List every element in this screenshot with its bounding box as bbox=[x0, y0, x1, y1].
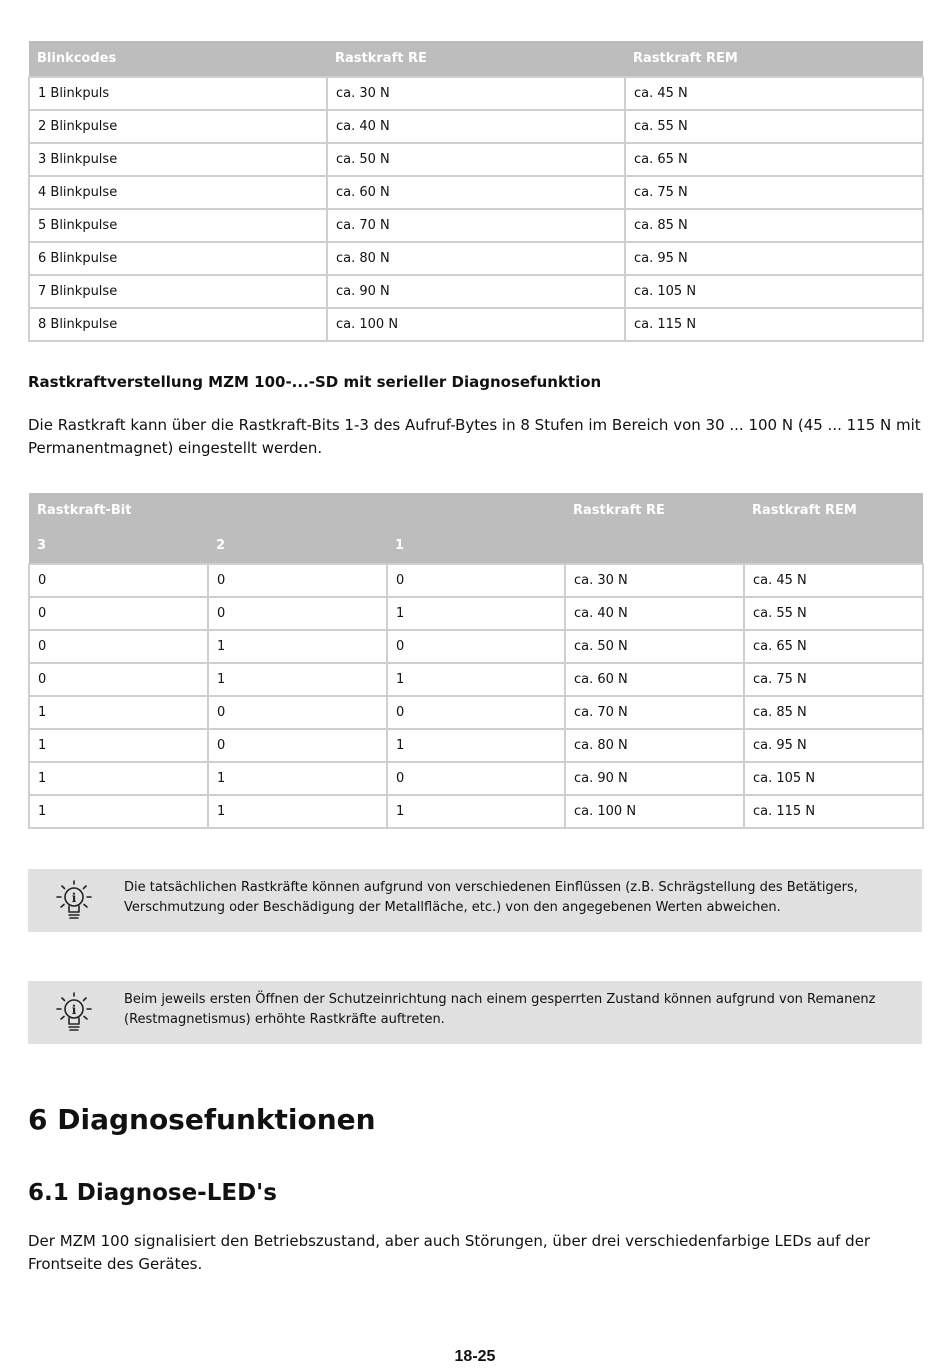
table-cell: ca. 70 N bbox=[327, 209, 625, 242]
table-row bbox=[29, 275, 923, 308]
table-cell: 0 bbox=[208, 597, 387, 630]
table-row bbox=[29, 176, 923, 209]
table-cell: 1 bbox=[29, 762, 208, 795]
table-cell: ca. 40 N bbox=[327, 110, 625, 143]
table-cell: ca. 115 N bbox=[744, 795, 923, 828]
table-cell: ca. 95 N bbox=[625, 242, 923, 275]
table-row bbox=[29, 795, 923, 828]
table-cell: ca. 40 N bbox=[565, 597, 744, 630]
table-row bbox=[29, 663, 923, 696]
note-text: Die tatsächlichen Rastkräfte können aufgrund von verschiedenen Einflüssen (z.B. Schrägstellung des Betätigers, Verschmutzung oder Beschädigung der Metallfläche, etc.) von den angegebenen Werten abweichen. bbox=[124, 880, 858, 915]
table-cell: ca. 80 N bbox=[327, 242, 625, 275]
table-cell: ca. 70 N bbox=[565, 696, 744, 729]
table-cell: ca. 65 N bbox=[744, 630, 923, 663]
table-cell: 0 bbox=[208, 729, 387, 762]
table-cell: 0 bbox=[29, 564, 208, 597]
table-cell: ca. 95 N bbox=[744, 729, 923, 762]
table-row bbox=[29, 729, 923, 762]
table-cell: 1 Blinkpuls bbox=[29, 77, 327, 110]
table-cell: 0 bbox=[387, 630, 565, 663]
table-row bbox=[29, 308, 923, 341]
column-header: Rastkraft REM bbox=[744, 493, 923, 528]
table-cell: 1 bbox=[208, 795, 387, 828]
table-cell: ca. 60 N bbox=[327, 176, 625, 209]
table-cell: 1 bbox=[208, 630, 387, 663]
column-header bbox=[744, 528, 923, 564]
svg-text:i: i bbox=[71, 1003, 77, 1017]
table-cell: 4 Blinkpulse bbox=[29, 176, 327, 209]
table-cell: 1 bbox=[387, 729, 565, 762]
table-cell: ca. 80 N bbox=[565, 729, 744, 762]
table-cell: 0 bbox=[29, 663, 208, 696]
subchapter-heading: 6.1 Diagnose-LED's bbox=[28, 1180, 277, 1206]
note-text: Beim jeweils ersten Öffnen der Schutzeinrichtung nach einem gesperrten Zustand können aufgrund von Remanenz (Restmagnetismus) erhöhte Rastkräfte auftreten. bbox=[124, 992, 876, 1027]
table-cell: ca. 55 N bbox=[744, 597, 923, 630]
table-cell: 1 bbox=[29, 729, 208, 762]
table-cell: ca. 85 N bbox=[744, 696, 923, 729]
info-note bbox=[28, 869, 922, 932]
table-cell: ca. 30 N bbox=[327, 77, 625, 110]
table-cell: ca. 75 N bbox=[625, 176, 923, 209]
page-number: 18-25 bbox=[454, 1348, 496, 1365]
rastkraft-bit-table bbox=[28, 493, 924, 829]
info-note bbox=[28, 981, 922, 1044]
table-cell: ca. 115 N bbox=[625, 308, 923, 341]
table-row bbox=[29, 77, 923, 110]
subchapter-paragraph: Der MZM 100 signalisiert den Betriebszustand, aber auch Störungen, über drei verschiedenfarbige LEDs auf der Frontseite des Gerätes. bbox=[28, 1232, 871, 1273]
table-header-row bbox=[29, 41, 923, 77]
column-header: 3 bbox=[29, 528, 208, 564]
table-row bbox=[29, 696, 923, 729]
table-cell: 5 Blinkpulse bbox=[29, 209, 327, 242]
table-row bbox=[29, 597, 923, 630]
table-cell: ca. 100 N bbox=[565, 795, 744, 828]
table-cell: ca. 65 N bbox=[625, 143, 923, 176]
lightbulb-info-icon bbox=[54, 879, 94, 923]
table-cell: ca. 100 N bbox=[327, 308, 625, 341]
table-cell: 3 Blinkpulse bbox=[29, 143, 327, 176]
table-row bbox=[29, 110, 923, 143]
table-cell: ca. 90 N bbox=[565, 762, 744, 795]
table-cell: ca. 90 N bbox=[327, 275, 625, 308]
table-cell: ca. 60 N bbox=[565, 663, 744, 696]
column-header: Rastkraft-Bit bbox=[29, 493, 208, 528]
table-row bbox=[29, 242, 923, 275]
column-header: Rastkraft RE bbox=[327, 41, 625, 77]
column-header: 2 bbox=[208, 528, 387, 564]
blinkcode-table bbox=[28, 41, 924, 342]
table-cell: 0 bbox=[29, 597, 208, 630]
table-cell: 0 bbox=[387, 564, 565, 597]
table-header-row bbox=[29, 528, 923, 564]
column-header bbox=[208, 493, 387, 528]
table-cell: ca. 85 N bbox=[625, 209, 923, 242]
table-cell: 7 Blinkpulse bbox=[29, 275, 327, 308]
svg-text:i: i bbox=[71, 891, 77, 905]
table-row bbox=[29, 762, 923, 795]
table-cell: 1 bbox=[387, 597, 565, 630]
table-cell: 0 bbox=[208, 564, 387, 597]
table-cell: ca. 75 N bbox=[744, 663, 923, 696]
table-row bbox=[29, 143, 923, 176]
intro-paragraph: Die Rastkraft kann über die Rastkraft-Bits 1-3 des Aufruf-Bytes in 8 Stufen im Bereich von 30 ... 100 N (45 ... 115 N mit Permanentmagnet) eingestellt werden. bbox=[28, 416, 921, 457]
table-row bbox=[29, 564, 923, 597]
table-cell: 1 bbox=[387, 663, 565, 696]
table-header-row bbox=[29, 493, 923, 528]
table-cell: ca. 30 N bbox=[565, 564, 744, 597]
table-cell: 1 bbox=[208, 663, 387, 696]
table-cell: 1 bbox=[208, 762, 387, 795]
table-cell: ca. 45 N bbox=[625, 77, 923, 110]
table-cell: 0 bbox=[387, 696, 565, 729]
table-cell: 0 bbox=[387, 762, 565, 795]
table-cell: ca. 50 N bbox=[327, 143, 625, 176]
chapter-heading: 6 Diagnosefunktionen bbox=[28, 1103, 376, 1136]
table-row bbox=[29, 209, 923, 242]
table-row bbox=[29, 630, 923, 663]
column-header bbox=[387, 493, 565, 528]
table-cell: ca. 105 N bbox=[744, 762, 923, 795]
section-heading: Rastkraftverstellung MZM 100-...-SD mit serieller Diagnosefunktion bbox=[28, 373, 602, 391]
table-cell: 6 Blinkpulse bbox=[29, 242, 327, 275]
column-header: Rastkraft REM bbox=[625, 41, 923, 77]
column-header: Blinkcodes bbox=[29, 41, 327, 77]
table-cell: 1 bbox=[387, 795, 565, 828]
table-cell: 0 bbox=[29, 630, 208, 663]
column-header: 1 bbox=[387, 528, 565, 564]
table-cell: 0 bbox=[208, 696, 387, 729]
table-cell: ca. 105 N bbox=[625, 275, 923, 308]
table-cell: ca. 45 N bbox=[744, 564, 923, 597]
column-header bbox=[565, 528, 744, 564]
table-cell: 2 Blinkpulse bbox=[29, 110, 327, 143]
table-cell: 8 Blinkpulse bbox=[29, 308, 327, 341]
lightbulb-info-icon bbox=[54, 991, 94, 1035]
table-cell: ca. 50 N bbox=[565, 630, 744, 663]
table-cell: 1 bbox=[29, 795, 208, 828]
table-cell: ca. 55 N bbox=[625, 110, 923, 143]
table-cell: 1 bbox=[29, 696, 208, 729]
column-header: Rastkraft RE bbox=[565, 493, 744, 528]
